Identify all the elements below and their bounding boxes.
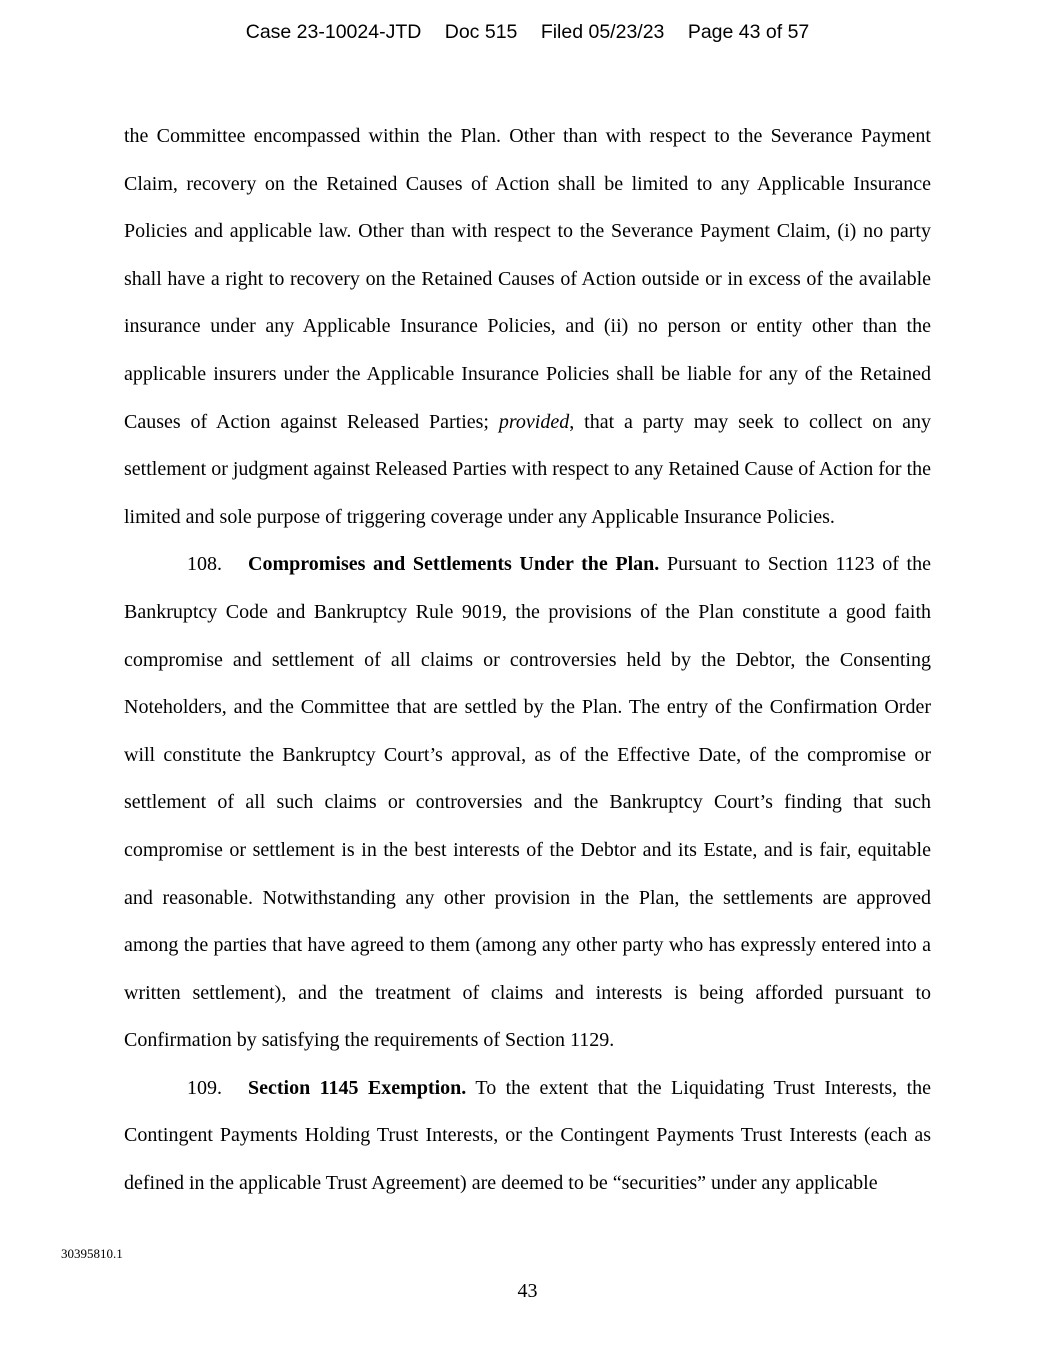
continuation-text-b: , that a party may seek to collect on any settlement or judgment against Released Parties with respect to any Retained Cause of Action for the limited and sole purpose of triggering coverage under any Applicable Insurance Policies.	[124, 410, 932, 528]
paragraph-text: Pursuant to Section 1123 of the Bankruptcy Code and Bankruptcy Rule 9019, the provisions of the Plan constitute a good faith compromise and settlement of all claims or controversies held by the Debtor, the Consenting Noteholders, and the Committee that are settled by the Plan. The entry of the Confirmation Order will constitute the Bankruptcy Court’s approval, as of the Effective Date, of the compromise or settlement of all such claims or controversies and the Bankruptcy Court’s finding that such compromise or settlement is in the best interests of the Debtor and its Estate, and is fair, equitable and reasonable. Notwithstanding any other provision in the Plan, the settlements are approved among the parties that have agreed to them (among any other party who has expressly entered into a written settlement), and the treatment of claims and interests is being afforded pursuant to Confirmation by satisfying the requirements of Section 1129.	[124, 553, 931, 1052]
paragraph-heading: Compromises and Settlements Under the Plan.	[248, 553, 660, 576]
paragraph-text: To the extent that the Liquidating Trust Interests, the Contingent Payments Holding Trust Interests, or the Contingent Payments Trust Interests (each as defined in the applicable Trust Agreement) are deemed to be “securities” under any applicable	[124, 1076, 932, 1195]
paragraph-number: 109.	[187, 1076, 222, 1099]
doc-number: Doc 515	[444, 21, 518, 43]
filed-date: Filed 05/23/23	[540, 21, 665, 43]
case-number: Case 23-10024-JTD	[245, 21, 422, 43]
case-header	[0, 19, 1055, 45]
document-id: 30395810.1	[61, 1246, 123, 1261]
page-number: 43	[517, 1280, 538, 1302]
document-body	[124, 113, 931, 1208]
page-of-total: Page 43 of 57	[687, 21, 810, 43]
continuation-paragraph	[124, 113, 931, 541]
paragraph-heading: Section 1145 Exemption.	[248, 1076, 467, 1099]
provided-italic: provided	[498, 410, 570, 433]
paragraph-number: 108.	[187, 553, 222, 576]
paragraph-108	[124, 541, 931, 1065]
continuation-text-a: the Committee encompassed within the Plan. Other than with respect to the Severance Payment Claim, recovery on the Retained Causes of Action shall be limited to any Applicable Insurance Policies and applicable law. Other than with respect to the Severance Payment Claim, (i) no party shall have a right to recovery on the Retained Causes of Action outside or in excess of the available insurance under any Applicable Insurance Policies, and (ii) no person or entity other than the applicable insurers under the Applicable Insurance Policies shall be liable for any of the Retained Causes of Action against Released Parties;	[124, 125, 931, 433]
paragraph-109	[124, 1065, 931, 1208]
